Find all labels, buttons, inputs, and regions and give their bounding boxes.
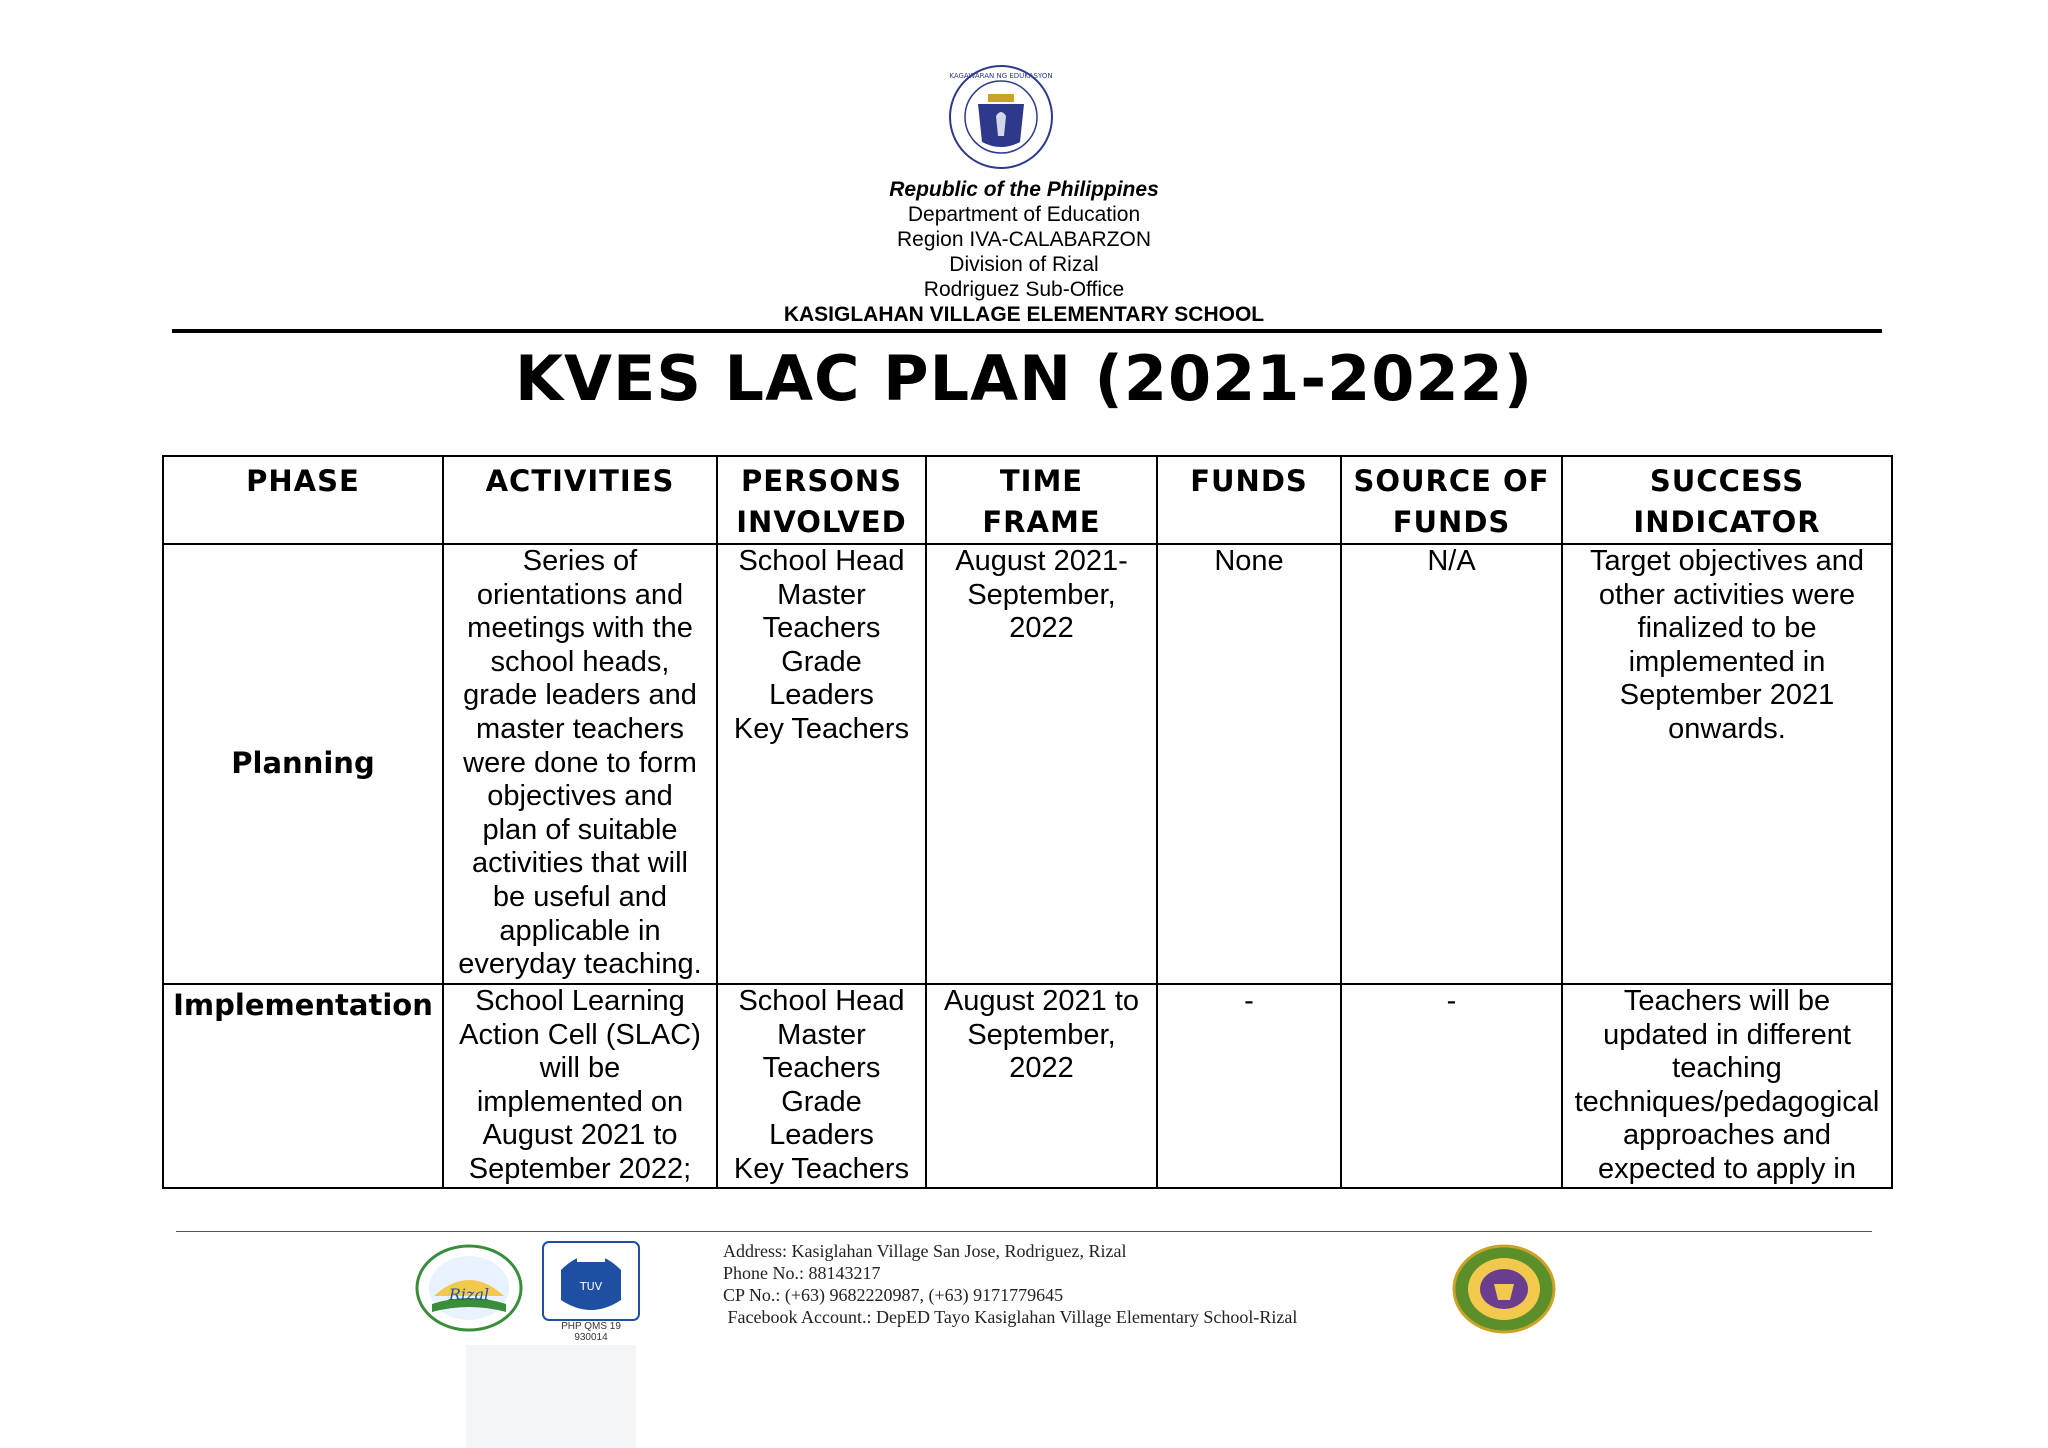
success-indicator-cell: [1562, 984, 1892, 1188]
header-republic: Republic of the Philippines: [889, 178, 1159, 201]
footer-address: Address: Kasiglahan Village San Jose, Rodriguez, Rizal: [723, 1241, 1127, 1261]
header-persons-involved: PERSONS INVOLVED: [717, 456, 926, 544]
activities-cell-line: Action Cell (SLAC): [459, 1018, 701, 1051]
success-indicator-cell: [1562, 544, 1892, 984]
persons-involved-cell: [717, 544, 926, 984]
time-frame-cell-line: 2022: [1009, 1052, 1074, 1085]
success-indicator-cell-line: expected to apply in: [1598, 1152, 1856, 1185]
activities-cell-line: applicable in: [499, 914, 661, 947]
header-time-frame: TIME FRAME: [926, 456, 1157, 544]
header-activities: ACTIVITIES: [443, 456, 717, 544]
activities-cell-line: August 2021 to: [482, 1119, 678, 1152]
header-school-name: KASIGLAHAN VILLAGE ELEMENTARY SCHOOL: [783, 303, 1265, 326]
footer-cp-number: CP No.: (+63) 9682220987, (+63) 9171779645: [723, 1285, 1064, 1305]
activities-cell-line: school heads,: [490, 645, 670, 678]
header-department: Department of Education: [907, 203, 1141, 226]
activities-cell-line: implemented on: [476, 1085, 684, 1118]
time-frame-cell-line: September,: [967, 578, 1116, 611]
activities-cell-line: activities that will: [472, 847, 688, 880]
svg-text:KAGAWARAN NG EDUKASYON: KAGAWARAN NG EDUKASYON: [949, 72, 1053, 80]
document-title: KVES LAC PLAN (2021-2022): [514, 342, 1534, 415]
time-frame-cell-line: August 2021 to: [943, 985, 1140, 1017]
persons-involved-cell: [717, 984, 926, 1188]
phase-cell: Planning: [163, 544, 443, 984]
header-success-indicator: SUCCESS INDICATOR: [1562, 456, 1892, 544]
division-of-rizal-logo: [414, 1244, 524, 1332]
success-indicator-cell-line: other activities were: [1598, 578, 1856, 611]
activities-cell-line: School Learning: [475, 985, 685, 1017]
success-indicator-cell-line: Target objectives and: [1589, 545, 1865, 577]
activities-cell-line: everyday teaching.: [458, 948, 702, 981]
success-indicator-cell-line: September 2021: [1619, 679, 1835, 712]
header-divider: [172, 329, 1882, 333]
header-phase: PHASE: [163, 456, 443, 544]
persons-involved-cell-line: Master: [777, 578, 866, 611]
iso-logo-text: TUV: [579, 1280, 603, 1293]
table-row: [163, 984, 1892, 1188]
source-of-funds-cell: -: [1341, 984, 1562, 1188]
time-frame-cell-line: September,: [967, 1018, 1116, 1051]
persons-involved-cell-line: School Head: [738, 545, 905, 577]
activities-cell: [443, 544, 717, 984]
success-indicator-cell-line: techniques/pedagogical: [1574, 1085, 1880, 1118]
time-frame-cell-line: 2022: [1009, 612, 1074, 645]
activities-cell-line: meetings with the: [467, 612, 693, 645]
success-indicator-cell-line: teaching: [1672, 1052, 1782, 1085]
success-indicator-cell-line: approaches and: [1623, 1119, 1831, 1152]
success-indicator-cell-line: finalized to be: [1637, 612, 1817, 645]
iso-caption: PHP QMS 19 930014: [561, 1321, 621, 1343]
header-region: Region IVA-CALABARZON: [896, 228, 1152, 251]
activities-cell-line: orientations and: [476, 578, 684, 611]
faint-background-artifact: [466, 1345, 636, 1448]
source-of-funds-cell: N/A: [1341, 544, 1562, 984]
persons-involved-cell-line: School Head: [738, 985, 905, 1017]
activities-cell-line: objectives and: [487, 780, 673, 813]
activities-cell: [443, 984, 717, 1188]
success-indicator-cell-line: implemented in: [1628, 645, 1826, 678]
header-division: Division of Rizal: [949, 253, 1099, 276]
header-source-of-funds: SOURCE OF FUNDS: [1341, 456, 1562, 544]
phase-cell: Implementation: [163, 984, 443, 1188]
persons-involved-cell-line: Teachers: [762, 1052, 881, 1085]
table-header-row: [163, 456, 1892, 544]
activities-cell-line: September 2022;: [468, 1152, 692, 1185]
header-sub-office: Rodriguez Sub-Office: [923, 278, 1125, 301]
activities-cell-line: plan of suitable: [482, 813, 678, 846]
table-row: [163, 544, 1892, 984]
activities-cell-line: were done to form: [463, 746, 697, 779]
school-seal-logo: [1452, 1244, 1556, 1334]
rizal-logo-text: Rizal: [448, 1285, 490, 1304]
funds-cell: None: [1157, 544, 1341, 984]
activities-cell-line: be useful and: [492, 880, 668, 913]
activities-cell-line: grade leaders and: [463, 679, 697, 712]
lac-plan-table: [162, 455, 1893, 1189]
time-frame-cell-line: August 2021-: [955, 545, 1128, 577]
activities-cell-line: Series of: [522, 545, 638, 577]
persons-involved-cell-line: Key Teachers: [733, 1152, 910, 1185]
persons-involved-cell-line: Key Teachers: [733, 712, 910, 745]
persons-involved-cell-line: Master: [777, 1018, 866, 1051]
time-frame-cell: [926, 984, 1157, 1188]
footer-facebook: Facebook Account.: DepED Tayo Kasiglahan Village Elementary School-Rizal: [723, 1307, 1298, 1327]
footer-divider: [176, 1231, 1872, 1232]
activities-cell-line: master teachers: [476, 712, 684, 745]
iso-certification-logo: [541, 1240, 641, 1332]
time-frame-cell: [926, 544, 1157, 984]
success-indicator-cell-line: onwards.: [1668, 712, 1786, 745]
header-funds: FUNDS: [1157, 456, 1341, 544]
persons-involved-cell-line: Leaders: [769, 1119, 874, 1152]
persons-involved-cell-line: Teachers: [762, 612, 881, 645]
persons-involved-cell-line: Leaders: [769, 679, 874, 712]
persons-involved-cell-line: Grade: [781, 645, 862, 678]
success-indicator-cell-line: Teachers will be: [1623, 985, 1831, 1017]
deped-seal-logo: [948, 64, 1054, 170]
footer-phone: Phone No.: 88143217: [723, 1263, 881, 1283]
persons-involved-cell-line: Grade: [781, 1085, 862, 1118]
success-indicator-cell-line: updated in different: [1603, 1018, 1851, 1051]
activities-cell-line: will be: [539, 1052, 621, 1085]
funds-cell: -: [1157, 984, 1341, 1188]
